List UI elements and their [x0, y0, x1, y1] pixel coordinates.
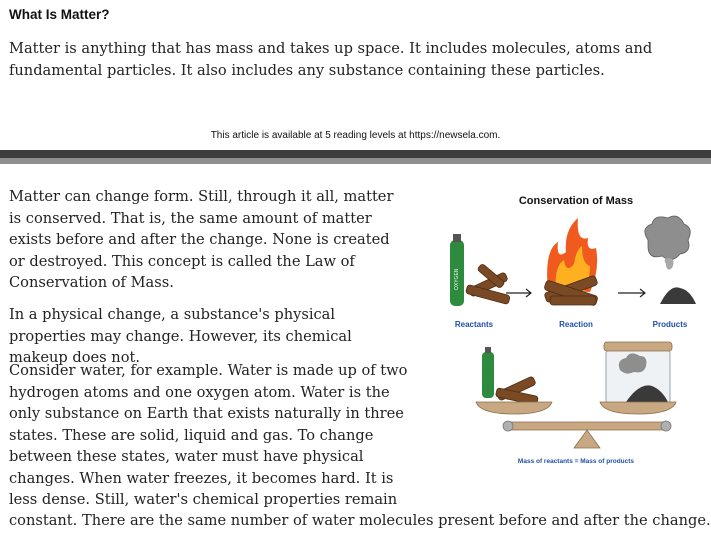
divider-bar-grey: [0, 158, 711, 164]
conservation-of-mass-diagram: [440, 180, 702, 475]
paragraph-conservation: Matter can change form. Still, through it all, matter is conserved. That is, the same amount of matter exists before and after the change. None is created or destroyed. This concept is called the Law of Conservation of Mass.: [9, 188, 394, 291]
arrow-icon: [506, 289, 531, 297]
reactants-illustration: [450, 234, 510, 306]
paragraph-water: Consider water, for example. Water is made up of two hydrogen atoms and one oxygen atom. Water is the only substance on Earth that exists naturally in three states. These are solid, liquid and gas. To change between these states, water must have physical changes. When water freezes, it becomes hard. It is less dense. Still, water's chemical properties remain: [9, 362, 408, 508]
figure-title: Conservation of Mass: [518, 195, 634, 207]
figure-caption: Mass of reactants = Mass of products: [517, 458, 635, 465]
canister-label: OXYGEN: [454, 268, 460, 290]
paragraph-physical-change: In a physical change, a substance's physical properties may change. However, its chemical makeup does not.: [9, 306, 352, 366]
page-title: What Is Matter?: [9, 7, 110, 22]
reactants-label: Reactants: [454, 320, 494, 329]
reaction-fire-illustration: [544, 218, 598, 306]
intro-paragraph: Matter is anything that has mass and takes up space. It includes molecules, atoms and fundamental particles. It also includes any substance containing these particles.: [9, 40, 653, 79]
reading-levels-notice: This article is available at 5 reading levels at https://newsela.com.: [210, 130, 501, 141]
products-label: Products: [652, 320, 688, 329]
products-illustration: [645, 216, 696, 304]
balance-scale-illustration: [476, 342, 676, 448]
reaction-label: Reaction: [559, 320, 593, 329]
arrow-icon: [618, 289, 645, 297]
paragraph-water-end: constant. There are the same number of water molecules present before and after the change.: [9, 512, 711, 529]
divider-bar-dark: [0, 150, 711, 158]
